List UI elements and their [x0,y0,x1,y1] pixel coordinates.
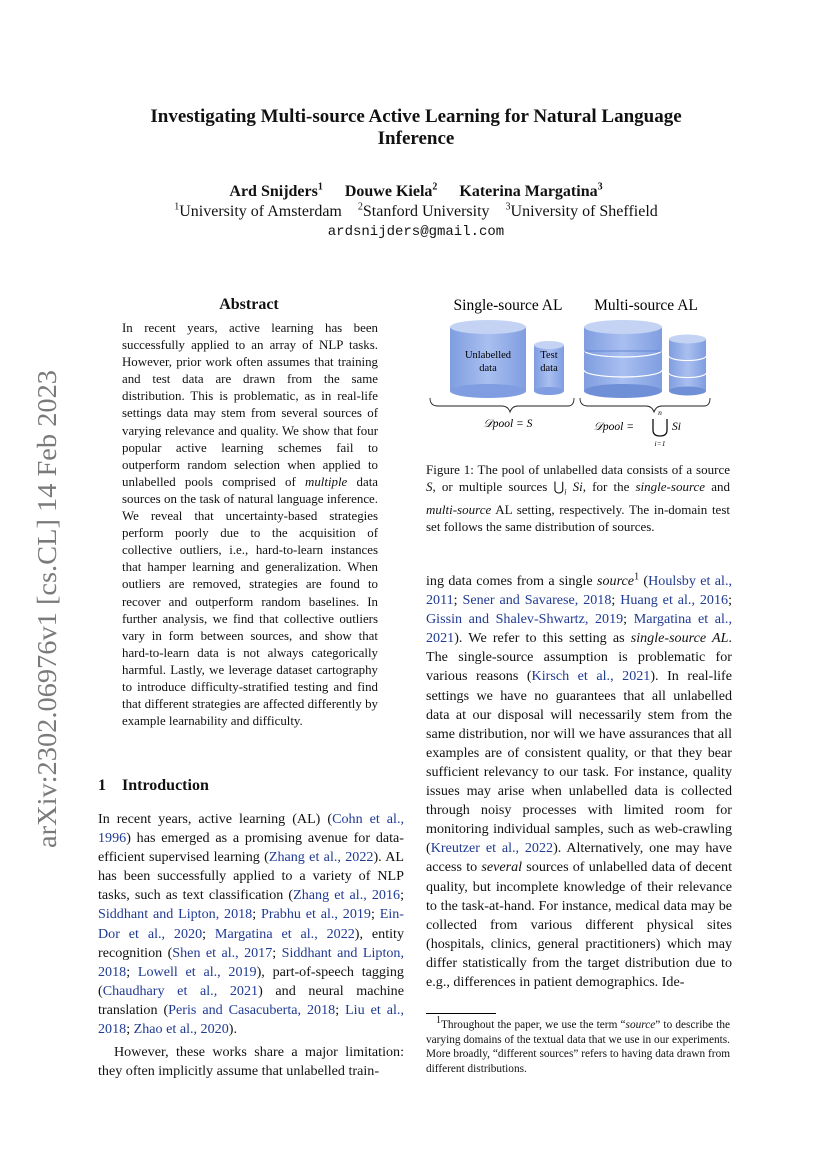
citation-link[interactable]: Cohn et al., 1996 [98,811,404,847]
abstract-text: In recent years, active learning has been successfully applied to an array of NLP tasks. However, prior work often assumes that training and test data are drawn from the same distribution. This is problematic, as in real-life settings data may stem from several sources of varying relevance and quality. We show that four popular active learning schemes fail to outperform random selection when applied to unlabelled pools comprised of multiple data sources on the task of natural language inference. We reveal that uncertainty-based strategies perform poorly due to the acquisition of collective outliers, i.e., hard-to-learn instances that hamper learning and generalization. When outliers are removed, strategies are found to recover and outperform random baselines. In further analysis, we find that collective outliers vary in form between sources, and show that hard-to-learn data is not always categorically harmful. Lastly, we leverage dataset cartography to introduce difficulty-stratified testing and find that different strategies are affected differently by example learnability and difficulty. [122,321,378,729]
text-run: ; [335,1001,346,1018]
text-run: ). Alternatively, one may have access to [426,840,732,876]
intro-paragraph-2 [98,1043,404,1081]
arxiv-stamp [6,360,86,860]
paper-title: Investigating Multi-source Active Learning for Natural Language Inference [150,106,682,149]
citation-link[interactable]: Prabhu et al., 2019 [260,906,371,923]
text-run: ). In real-life settings we have no guarantees that all unlabelled data at our disposal will necessarily stem from the same distribution, nor will we have assurances that all examples are of consistent quality, or that they bear sufficient relevancy to our task. For instance, quality issues may arise when unlabelled data is collected through noisy processes with limited room for monitoring individual samples, such as web-crawling ( [426,668,732,857]
text-run: ). AL has been successfully applied to a variety of NLP tasks, such as text classification ( [98,849,404,904]
author: Douwe Kiela$^2$ [344,181,438,200]
citation-link[interactable]: Zhang et al., 2016 [293,887,401,904]
text-run: . The single-source assumption is problematic for various reasons ( [426,630,732,685]
citation-link[interactable]: Margatina et al., 2022 [214,925,355,942]
affiliation: $^3$University of Sheffield [505,201,658,220]
text-run: ), entity recognition ( [98,925,404,961]
section-number: 1 [98,777,106,794]
unlabelled-data-cylinder [450,320,526,398]
citation-link[interactable]: Ein-Dor et al., 2020 [98,906,404,942]
intro-right-column [426,572,732,992]
author: Katerina Margatina$^3$ [459,181,603,200]
figure-1 [424,290,730,450]
section-heading [98,776,398,796]
citation-link[interactable]: Siddhant and Lipton, 2018 [98,944,404,980]
citation-link[interactable]: Zhang et al., 2022 [268,849,374,866]
multi-source-label: Multi-source AL [594,297,698,314]
affiliation: $^2$Stanford University [357,201,490,220]
text-run: ; [202,925,215,942]
citation-link[interactable]: Gissin and Shalev-Shwartz, 2019 [426,611,624,628]
text-run: ) and neural machine translation ( [98,982,404,1018]
union-upper-limit: n [658,408,662,417]
text-run: ; [728,592,732,609]
multi-source-test-cylinder [669,335,706,396]
arxiv-id: arXiv:2302.06976v1 [cs.CL] 14 Feb 2023 [32,393,62,848]
single-source-brace [430,398,574,412]
emphasis: source [597,573,635,589]
emphasis: single-source AL [630,630,729,647]
svg-text:data: data [540,363,558,374]
union-symbol [653,419,667,436]
text-run: ; [126,1021,134,1038]
section-title: Introduction [122,777,209,794]
dpool-multi-formula: 𝒟pool = [593,421,634,433]
text-run: In recent years, active learning (AL) ( [98,811,333,827]
citation-link[interactable]: Peris and Casacuberta, 2018 [168,1001,336,1018]
test-data-cylinder [534,341,564,395]
text-run: ; [252,906,261,923]
citation-link[interactable]: Huang et al., 2016 [620,592,729,609]
text-run: sources of unlabelled data of decent quality, but incomplete knowledge of their relevance to the task-at-hand. For instance, medical data may be collected from various different physical sites (hospitals, clinics, general practitioners) which may differ statistically from the target distribution due to e.g., differences in patient demographics. Ide- [426,859,732,990]
union-term: Si [672,421,681,433]
citation-link[interactable]: Liu et al., 2018 [98,1001,404,1038]
author: Ard Snijders$^1$ [229,181,323,200]
svg-text:Test: Test [540,350,558,361]
citation-link[interactable]: Kirsch et al., 2021 [531,668,651,685]
text-run: ). [228,1021,237,1038]
author-email[interactable]: ardsnijders@gmail.com [327,224,505,240]
text-run: ; [400,887,404,904]
intro-left-column [98,810,404,1081]
dpool-single-formula: 𝒟pool = S [483,418,533,430]
intro-paragraph-1 [98,810,404,1039]
citation-link[interactable]: Kreutzer et al., 2022 [430,840,554,857]
text-run: ; [611,592,621,609]
citation-link[interactable]: Siddhant and Lipton, 2018 [98,906,253,923]
text-run: ). We refer to this setting as [454,630,631,647]
affiliation: $^1$University of Amsterdam [174,201,342,220]
citation-link[interactable]: Margatina et al., 2021 [426,611,732,647]
citation-link[interactable]: Shen et al., 2017 [172,944,273,961]
footnote-1: $^1$Throughout the paper, we use the term “source” to describe the varying domains of the textual data that we use in our experiments. More broadly, “different sources” refers to having data drawn from different distributions. [426,1015,730,1076]
citation-link[interactable]: Sener and Savarese, 2018 [462,592,612,609]
text-run: ; [370,906,380,923]
text-run: ; [453,592,463,609]
single-source-label: Single-source AL [453,297,563,314]
text-run: ) has emerged as a promising avenue for data-efficient supervised learning ( [98,830,404,866]
emphasis: several [481,859,523,876]
text-run: ; [272,944,282,961]
footnote-marker[interactable]: 1 [634,571,640,583]
citation-link[interactable]: Chaudhary et al., 2021 [102,982,259,999]
svg-text:data: data [479,363,497,374]
citation-link[interactable]: Houlsby et al., 2011 [426,573,733,609]
footnote-rule [426,1013,496,1014]
text-run: ; [126,963,138,980]
multi-source-brace [580,398,710,412]
text-run: ; [623,611,634,628]
text-run: ( [639,573,649,589]
abstract-heading: Abstract [219,296,279,313]
svg-text:Unlabelled: Unlabelled [464,350,512,361]
author-list [110,182,722,202]
affiliation-list [110,202,722,222]
text-run: ), part-of-speech tagging ( [98,963,404,999]
text-run: However, these works share a major limitation: they often implicitly assume that unlabelled train- [98,1044,404,1080]
union-lower-limit: i=1 [654,439,666,448]
text-run: ing data comes from a single [426,573,597,589]
citation-link[interactable]: Lowell et al., 2019 [137,963,257,980]
multi-source-pool-cylinder [584,320,662,398]
figure-1-caption: Figure 1: The pool of unlabelled data consists of a source S, or multiple sources $⋃_i$ Si, for the single-source and multi-source AL setting, respectively. The in-domain test set follows the same distribution of sources. [426,462,730,535]
citation-link[interactable]: Zhao et al., 2020 [133,1021,229,1038]
